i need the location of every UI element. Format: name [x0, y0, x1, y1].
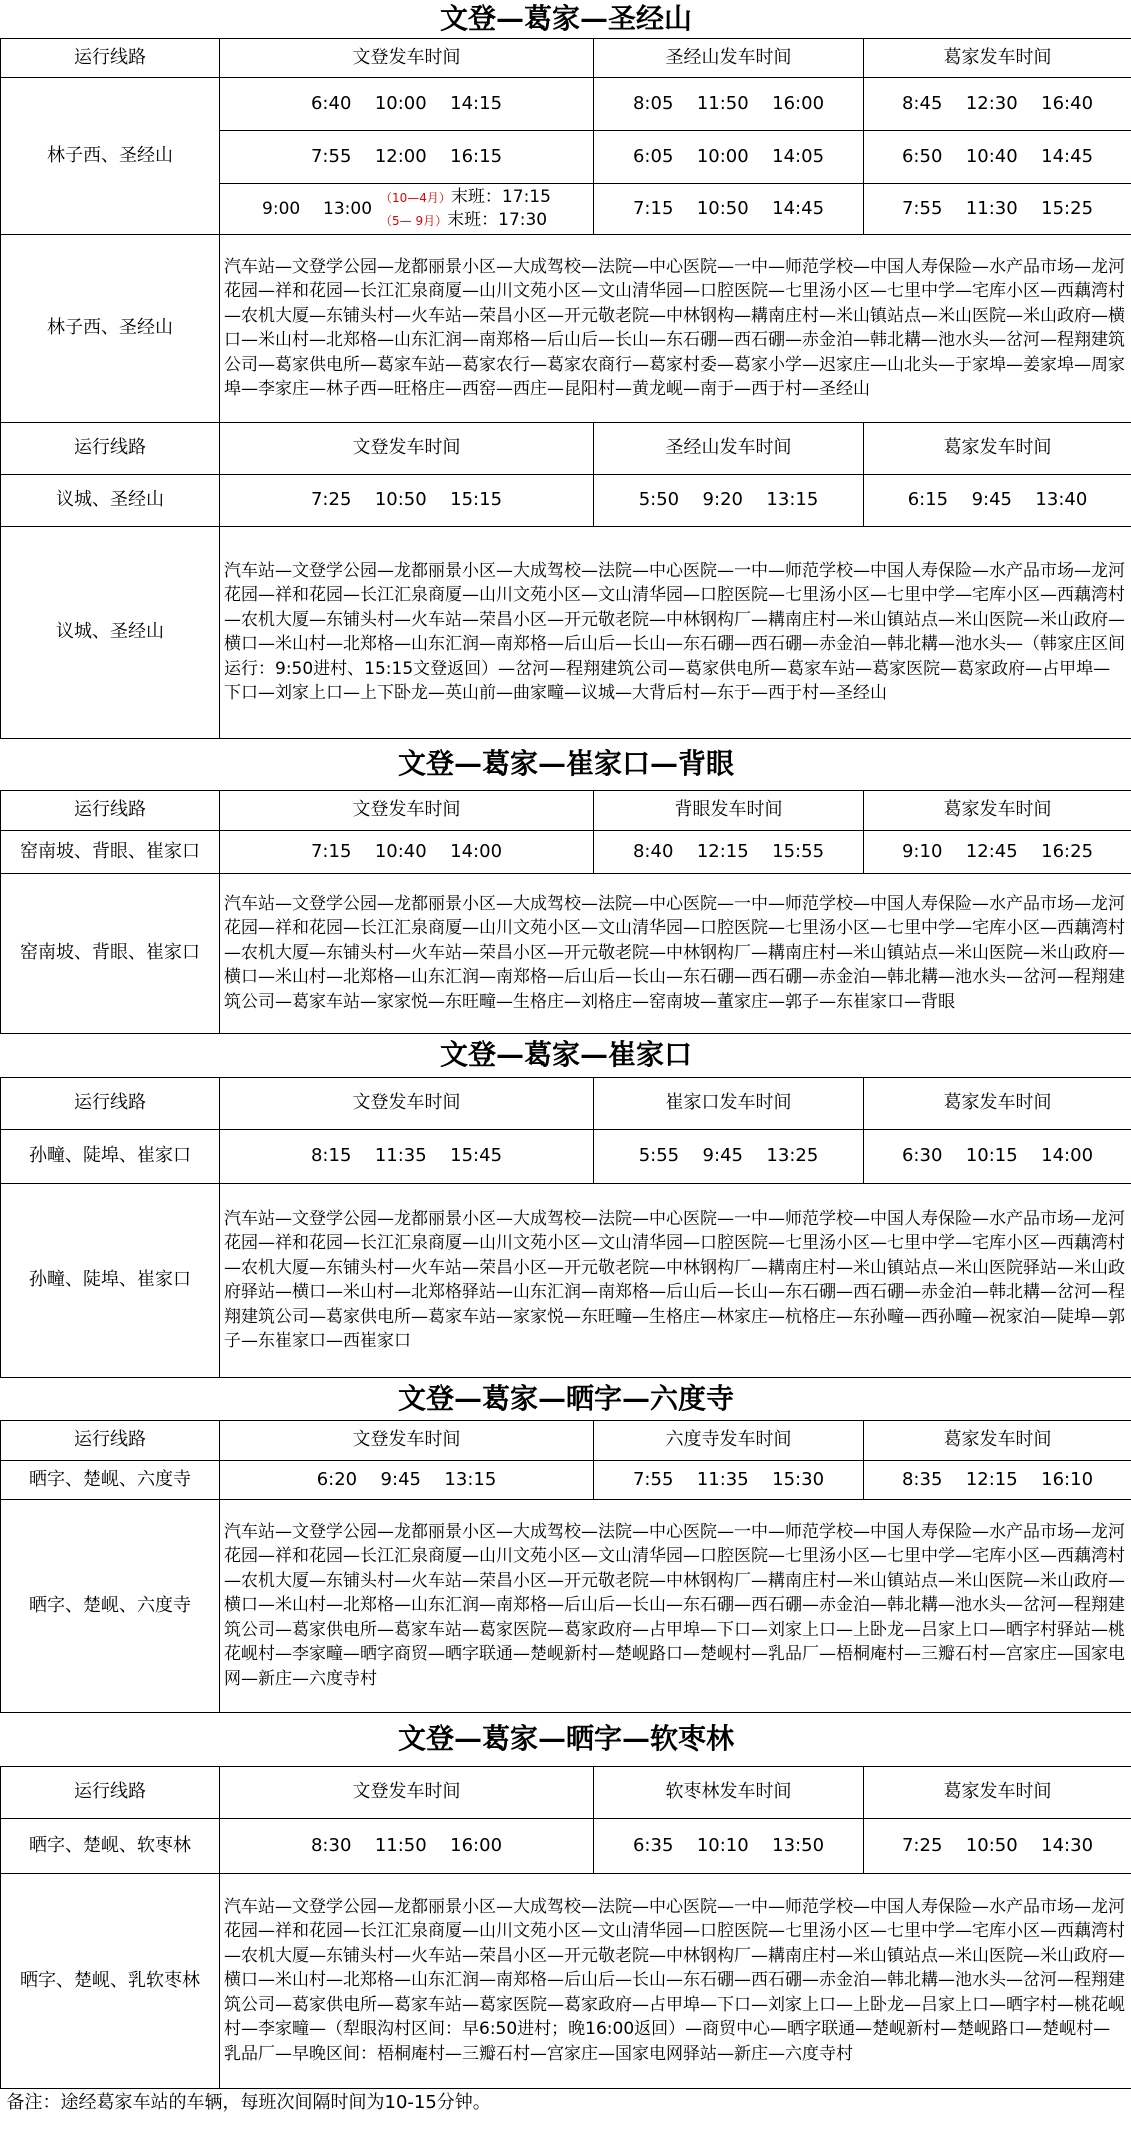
header-col3: 葛家发车时间: [864, 790, 1131, 830]
time-cell: 5:55 9:45 13:25: [594, 1129, 864, 1183]
header-col1: 文登发车时间: [220, 1766, 594, 1818]
header-col2: 圣经山发车时间: [594, 422, 864, 474]
last-bus-time: 末班：17:30: [447, 209, 548, 230]
time-cell: 8:35 12:15 16:10: [864, 1460, 1131, 1499]
header-route: 运行线路: [1, 422, 220, 474]
time-cell: 8:05 11:50 16:00: [594, 77, 864, 130]
time-cell: 6:40 10:00 14:15: [220, 77, 594, 130]
header-route: 运行线路: [1, 1420, 220, 1460]
header-col2: 背眼发车时间: [594, 790, 864, 830]
section-title: 文登—葛家—晒字—六度寺: [1, 1377, 1131, 1420]
header-col2: 六度寺发车时间: [594, 1420, 864, 1460]
footer-note: 备注：途经葛家车站的车辆，每班次间隔时间为10-15分钟。: [1, 2088, 1131, 2117]
season-label: （10—4月）: [380, 190, 451, 205]
section-title: 文登—葛家—崔家口—背眼: [1, 738, 1131, 790]
time-cell: 6:35 10:10 13:50: [594, 1818, 864, 1873]
route-stops: 汽车站—文登学公园—龙都丽景小区—大成驾校—法院—中心医院—一中—师范学校—中国人寿保险—水产品市场—龙河花园—祥和花园—长江汇泉商厦—山川文苑小区—文山清华园—口腔医院—七里汤小区—七里中学—宅库小区—西藕湾村—农机大厦—东铺头村—火车站—荣昌小区—开元敬老院—中林钢构厂—耩南庄村—米山镇站点—米山医院—米山政府—横口—米山村—北郑格—山东汇润—南郑格—后山后—长山—东石硼—西石硼—赤金泊—韩北耩—池水头—岔河—程翔建筑公司—葛家供电所—葛家车站—葛家医院—葛家政府—占甲埠—下口—刘家上口—上卧龙—吕家上口—晒字村—桃花岘村—李家疃—（犁眼沟村区间：早6:50进村；晚16:00返回）—商贸中心—晒字联通—楚岘新村—楚岘路口—楚岘村—乳品厂—早晚区间：梧桐庵村—三瓣石村—宫家庄—国家电网驿站—新庄—六度寺村: [220, 1873, 1131, 2088]
header-col3: 葛家发车时间: [864, 1766, 1131, 1818]
header-col2: 崔家口发车时间: [594, 1077, 864, 1129]
header-col1: 文登发车时间: [220, 422, 594, 474]
time-cell: 6:50 10:40 14:45: [864, 130, 1131, 183]
section-title: 文登—葛家—晒字—软枣林: [1, 1712, 1131, 1766]
time-cell: 7:55 11:30 15:25: [864, 183, 1131, 234]
time-cell: 6:20 9:45 13:15: [220, 1460, 594, 1499]
route-stops: 汽车站—文登学公园—龙都丽景小区—大成驾校—法院—中心医院—一中—师范学校—中国人寿保险—水产品市场—龙河花园—祥和花园—长江汇泉商厦—山川文苑小区—文山清华园—口腔医院—七里汤小区—七里中学—宅库小区—西藕湾村—农机大厦—东铺头村—火车站—荣昌小区—开元敬老院—中林钢构厂—耩南庄村—米山镇站点—米山医院驿站—米山政府驿站—横口—米山村—北郑格驿站—山东汇润—南郑格—后山后—长山—东石硼—西石硼—赤金泊—韩北耩—岔河—程翔建筑公司—葛家供电所—葛家车站—家家悦—东旺疃—生格庄—林家庄—杭格庄—东孙疃—西孙疃—祝家泊—陡埠—郭子—东崔家口—西崔家口: [220, 1183, 1131, 1377]
season-label: （5— 9月）: [380, 213, 448, 228]
header-route: 运行线路: [1, 38, 220, 77]
section-title: 文登—葛家—崔家口: [1, 1033, 1131, 1077]
header-col3: 葛家发车时间: [864, 1420, 1131, 1460]
time-cell: 6:30 10:15 14:00: [864, 1129, 1131, 1183]
header-col1: 文登发车时间: [220, 1077, 594, 1129]
header-col3: 葛家发车时间: [864, 1077, 1131, 1129]
last-bus-time: 末班：17:15: [450, 186, 551, 207]
route-name: 议城、圣经山: [1, 526, 220, 738]
route-name: 窑南坡、背眼、崔家口: [1, 830, 220, 873]
time-cell: 5:50 9:20 13:15: [594, 474, 864, 526]
time-cell: 8:30 11:50 16:00: [220, 1818, 594, 1873]
time-cell: 7:25 10:50 15:15: [220, 474, 594, 526]
route-stops: 汽车站—文登学公园—龙都丽景小区—大成驾校—法院—中心医院—一中—师范学校—中国人寿保险—水产品市场—龙河花园—祥和花园—长江汇泉商厦—山川文苑小区—文山清华园—口腔医院—七里汤小区—七里中学—宅库小区—西藕湾村—农机大厦—东铺头村—火车站—荣昌小区—开元敬老院—中林钢构—耩南庄村—米山镇站点—米山医院—米山政府—横口—米山村—北郑格—山东汇润—南郑格—后山后—长山—东石硼—西石硼—赤金泊—韩北耩—池水头—岔河—程翔建筑公司—葛家供电所—葛家车站—葛家农行—葛家农商行—葛家村委—葛家小学—迟家庄—山北头—于家埠—姜家埠—周家埠—李家庄—林子西—旺格庄—西窑—西庄—昆阳村—黄龙岘—南于—西于村—圣经山: [220, 234, 1131, 422]
time-cell: 7:15 10:50 14:45: [594, 183, 864, 234]
time-cell: 8:45 12:30 16:40: [864, 77, 1131, 130]
header-route: 运行线路: [1, 1766, 220, 1818]
header-col2: 圣经山发车时间: [594, 38, 864, 77]
header-col2: 软枣林发车时间: [594, 1766, 864, 1818]
time-cell: 9:10 12:45 16:25: [864, 830, 1131, 873]
time-cell: 6:05 10:00 14:05: [594, 130, 864, 183]
header-col1: 文登发车时间: [220, 1420, 594, 1460]
route-name: 窑南坡、背眼、崔家口: [1, 873, 220, 1033]
time-cell: 7:25 10:50 14:30: [864, 1818, 1131, 1873]
header-col3: 葛家发车时间: [864, 38, 1131, 77]
route-name: 晒字、楚岘、六度寺: [1, 1499, 220, 1712]
route-name: 林子西、圣经山: [1, 234, 220, 422]
time-cell-last-bus: [220, 183, 594, 234]
route-name: 晒字、楚岘、软枣林: [1, 1818, 220, 1873]
header-route: 运行线路: [1, 790, 220, 830]
route-name: 孙疃、陡埠、崔家口: [1, 1129, 220, 1183]
header-col1: 文登发车时间: [220, 790, 594, 830]
route-stops: 汽车站—文登学公园—龙都丽景小区—大成驾校—法院—中心医院—一中—师范学校—中国人寿保险—水产品市场—龙河花园—祥和花园—长江汇泉商厦—山川文苑小区—文山清华园—口腔医院—七里汤小区—七里中学—宅库小区—西藕湾村—农机大厦—东铺头村—火车站—荣昌小区—开元敬老院—中林钢构厂—耩南庄村—米山镇站点—米山医院—米山政府—横口—米山村—北郑格—山东汇润—南郑格—后山后—长山—东石硼—西石硼—赤金泊—韩北耩—池水头—岔河—程翔建筑公司—葛家车站—家家悦—东旺疃—生格庄—刘格庄—窑南坡—董家庄—郭子—东崔家口—背眼: [220, 873, 1131, 1033]
route-name: 晒字、楚岘、乳软枣林: [1, 1873, 220, 2088]
time-cell: 8:15 11:35 15:45: [220, 1129, 594, 1183]
route-name: 议城、圣经山: [1, 474, 220, 526]
time-cell: 6:15 9:45 13:40: [864, 474, 1131, 526]
route-name: 晒字、楚岘、六度寺: [1, 1460, 220, 1499]
section-title: 文登—葛家—圣经山: [1, 0, 1131, 38]
time-cell: 8:40 12:15 15:55: [594, 830, 864, 873]
header-route: 运行线路: [1, 1077, 220, 1129]
route-name: 林子西、圣经山: [1, 77, 220, 234]
route-stops: 汽车站—文登学公园—龙都丽景小区—大成驾校—法院—中心医院—一中—师范学校—中国人寿保险—水产品市场—龙河花园—祥和花园—长江汇泉商厦—山川文苑小区—文山清华园—口腔医院—七里汤小区—七里中学—宅库小区—西藕湾村—农机大厦—东铺头村—火车站—荣昌小区—开元敬老院—中林钢构厂—耩南庄村—米山镇站点—米山医院—米山政府—横口—米山村—北郑格—山东汇润—南郑格—后山后—长山—东石硼—西石硼—赤金泊—韩北耩—池水头—（韩家庄区间运行：9:50进村、15:15文登返回）—岔河—程翔建筑公司—葛家供电所—葛家车站—葛家医院—葛家政府—占甲埠—下口—刘家上口—上下卧龙—英山前—曲家疃—议城—大背后村—东于—西于村—圣经山: [220, 526, 1131, 738]
time-values: 9:00 13:00: [262, 198, 373, 219]
header-col3: 葛家发车时间: [864, 422, 1131, 474]
header-col1: 文登发车时间: [220, 38, 594, 77]
time-cell: 7:15 10:40 14:00: [220, 830, 594, 873]
route-stops: 汽车站—文登学公园—龙都丽景小区—大成驾校—法院—中心医院—一中—师范学校—中国人寿保险—水产品市场—龙河花园—祥和花园—长江汇泉商厦—山川文苑小区—文山清华园—口腔医院—七里汤小区—七里中学—宅库小区—西藕湾村—农机大厦—东铺头村—火车站—荣昌小区—开元敬老院—中林钢构厂—耩南庄村—米山镇站点—米山医院—米山政府—横口—米山村—北郑格—山东汇润—南郑格—后山后—长山—东石硼—西石硼—赤金泊—韩北耩—池水头—岔河—程翔建筑公司—葛家供电所—葛家车站—葛家医院—葛家政府—占甲埠—下口—刘家上口—上卧龙—吕家上口—晒字村驿站—桃花岘村—李家疃—晒字商贸—晒字联通—楚岘新村—楚岘路口—楚岘村—乳品厂—梧桐庵村—三瓣石村—宫家庄—国家电网—新庄—六度寺村: [220, 1499, 1131, 1712]
time-cell: 7:55 12:00 16:15: [220, 130, 594, 183]
route-name: 孙疃、陡埠、崔家口: [1, 1183, 220, 1377]
time-cell: 7:55 11:35 15:30: [594, 1460, 864, 1499]
